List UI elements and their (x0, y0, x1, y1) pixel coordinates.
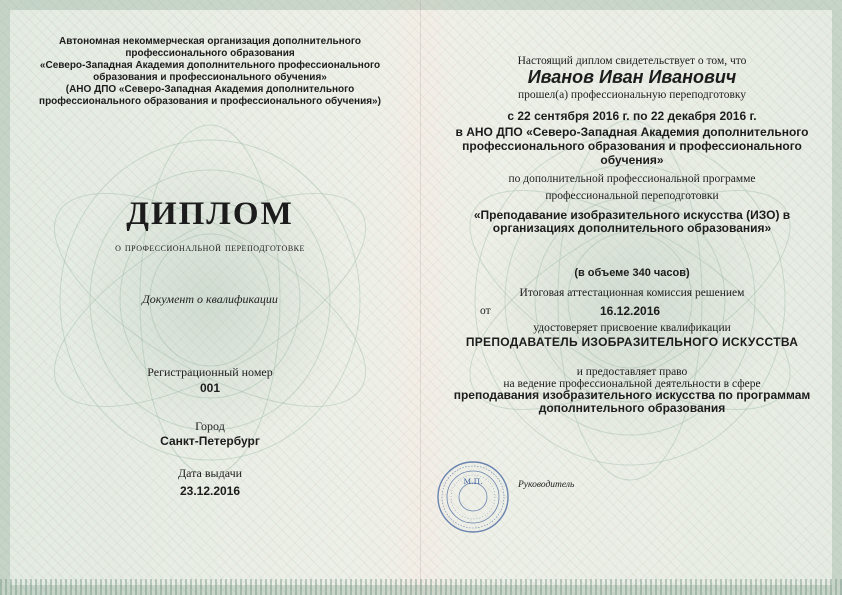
issuer-line: профессионального образования и профессионального обучения») (39, 96, 381, 107)
program-hours: (в объеме 340 часов) (574, 267, 690, 279)
issuer-line: образования и профессионального обучения» (93, 72, 327, 83)
decision-from-label: от (480, 305, 491, 317)
director-signature-label: Руководитель (518, 480, 575, 490)
issuer-organization (10, 36, 410, 108)
confirms-text: удостоверяет присвоение квалификации (533, 322, 731, 334)
seal-stamp-icon (436, 460, 510, 534)
activity-intro: на ведение профессиональной деятельности в сфере (503, 378, 761, 390)
issuer-line: (АНО ДПО «Северо-Западная Академия дополнительного (65, 84, 355, 95)
seal-label: М.П. (463, 477, 483, 486)
page-fold (420, 0, 421, 595)
grants-text: и предоставляет право (576, 366, 688, 378)
city: Санкт-Петербург (160, 434, 260, 448)
issuer-line: «Северо-Западная Академия дополнительного профессионального (39, 60, 381, 71)
decision-date: 16.12.2016 (600, 304, 661, 318)
program-intro: по дополнительной профессиональной программе (508, 173, 756, 185)
study-period: с 22 сентября 2016 г. по 22 декабря 2016 г. (507, 109, 757, 123)
document-type: Документ о квалификации (142, 292, 278, 306)
issue-date-label: Дата выдачи (177, 466, 243, 480)
issuer-line: профессионального образования (125, 48, 295, 59)
commission-text: Итоговая аттестационная комиссия решением (519, 287, 745, 299)
registration-number-label: Регистрационный номер (147, 365, 273, 379)
registration-number: 001 (199, 381, 221, 395)
city-label: Город (195, 419, 225, 433)
passed-text: прошел(а) профессиональную переподготовку (517, 89, 747, 101)
issue-date: 23.12.2016 (179, 484, 241, 498)
diploma-subtitle: о профессиональной переподготовке (115, 240, 305, 254)
guilloche-band (0, 579, 842, 595)
diploma-title: ДИПЛОМ (126, 196, 294, 232)
issuer-line: Автономная некоммерческая организация дополнительного (59, 36, 361, 47)
training-organization: в АНО ДПО «Северо-Западная Академия дополнительного профессионального образования и профессионального обучения» (455, 125, 809, 167)
activity-field: преподавания изобразительного искусства по программам дополнительного образования (453, 388, 811, 415)
program-name: «Преподавание изобразительного искусства (ИЗО) в организациях дополнительного образования» (473, 208, 791, 235)
program-type: профессиональной переподготовки (545, 190, 719, 202)
certifies-text: Настоящий диплом свидетельствует о том, что (517, 55, 747, 67)
holder-name: Иванов Иван Иванович (527, 67, 737, 87)
qualification: ПРЕПОДАВАТЕЛЬ ИЗОБРАЗИТЕЛЬНОГО ИСКУССТВА (465, 335, 799, 349)
